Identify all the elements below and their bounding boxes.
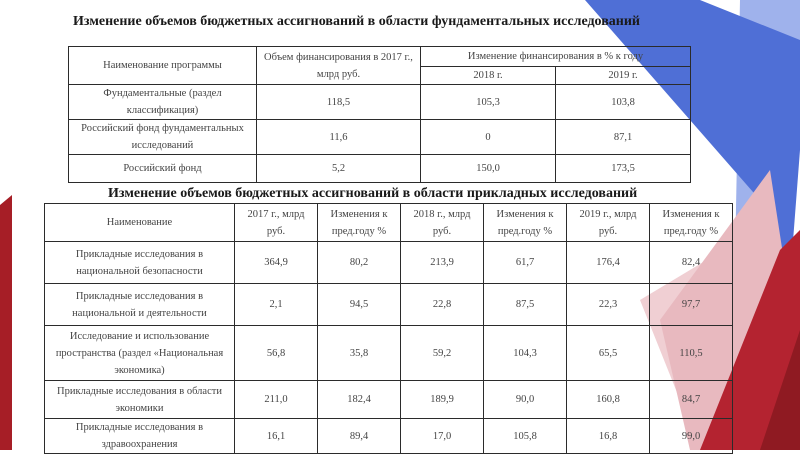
cell-2019-change: 84,7 bbox=[650, 381, 733, 419]
cell-2019-value: 22,3 bbox=[567, 284, 650, 326]
cell-2018-change: 105,8 bbox=[484, 419, 567, 454]
cell-volume: 118,5 bbox=[257, 85, 421, 120]
cell-name: Прикладные исследования в национальной безопасности bbox=[45, 242, 235, 284]
cell-2017-value: 56,8 bbox=[235, 326, 318, 381]
cell-2017-value: 16,1 bbox=[235, 419, 318, 454]
table-row bbox=[69, 85, 691, 120]
cell-2018-value: 17,0 bbox=[401, 419, 484, 454]
header-year-2019: 2019 г. bbox=[556, 67, 691, 85]
cell-2017-change: 80,2 bbox=[318, 242, 401, 284]
cell-2018-value: 59,2 bbox=[401, 326, 484, 381]
header-program-name: Наименование программы bbox=[69, 47, 257, 85]
cell-2018: 0 bbox=[421, 120, 556, 155]
cell-2018-value: 189,9 bbox=[401, 381, 484, 419]
cell-program-name: Российский фонд фундаментальных исследований bbox=[69, 120, 257, 155]
cell-2017-change: 182,4 bbox=[318, 381, 401, 419]
cell-program-name: Российский фонд bbox=[69, 155, 257, 183]
cell-2018-value: 22,8 bbox=[401, 284, 484, 326]
cell-2019-change: 97,7 bbox=[650, 284, 733, 326]
cell-2019-value: 160,8 bbox=[567, 381, 650, 419]
cell-2019-value: 16,8 bbox=[567, 419, 650, 454]
cell-2019-value: 65,5 bbox=[567, 326, 650, 381]
cell-2017-value: 211,0 bbox=[235, 381, 318, 419]
cell-2019-change: 110,5 bbox=[650, 326, 733, 381]
header-2018-value: 2018 г., млрд руб. bbox=[401, 204, 484, 242]
cell-2017-change: 94,5 bbox=[318, 284, 401, 326]
header-volume-2017: Объем финансирования в 2017 г., млрд руб. bbox=[257, 47, 421, 85]
cell-2018-value: 213,9 bbox=[401, 242, 484, 284]
cell-2018-change: 87,5 bbox=[484, 284, 567, 326]
table2-title: Изменение объемов бюджетных ассигнований в области прикладных исследований bbox=[108, 186, 638, 201]
cell-2019-change: 82,4 bbox=[650, 242, 733, 284]
cell-2017-value: 2,1 bbox=[235, 284, 318, 326]
cell-name: Прикладные исследования в здравоохранения bbox=[45, 419, 235, 454]
cell-2018-change: 61,7 bbox=[484, 242, 567, 284]
header-2017-value: 2017 г., млрд руб. bbox=[235, 204, 318, 242]
cell-name: Исследование и использование пространства (раздел «Национальная экономика) bbox=[45, 326, 235, 381]
header-row bbox=[45, 204, 733, 242]
table-row bbox=[45, 242, 733, 284]
table-row bbox=[45, 284, 733, 326]
cell-2019: 103,8 bbox=[556, 85, 691, 120]
table-row bbox=[69, 155, 691, 183]
cell-volume: 11,6 bbox=[257, 120, 421, 155]
header-change-percent: Изменение финансирования в % к году bbox=[421, 47, 691, 67]
header-year-2018: 2018 г. bbox=[421, 67, 556, 85]
cell-2019: 173,5 bbox=[556, 155, 691, 183]
cell-name: Прикладные исследования в национальной и деятельности bbox=[45, 284, 235, 326]
cell-2018-change: 90,0 bbox=[484, 381, 567, 419]
table-row bbox=[45, 381, 733, 419]
cell-name: Прикладные исследования в области экономики bbox=[45, 381, 235, 419]
cell-2018: 105,3 bbox=[421, 85, 556, 120]
cell-2018: 150,0 bbox=[421, 155, 556, 183]
header-2018-change: Изменения к пред.году % bbox=[484, 204, 567, 242]
cell-2017-value: 364,9 bbox=[235, 242, 318, 284]
cell-2017-change: 35,8 bbox=[318, 326, 401, 381]
header-2017-change: Изменения к пред.году % bbox=[318, 204, 401, 242]
table-row bbox=[45, 326, 733, 381]
table-row bbox=[69, 120, 691, 155]
header-2019-change: Изменения к пред.году % bbox=[650, 204, 733, 242]
cell-program-name: Фундаментальные (раздел классификация) bbox=[69, 85, 257, 120]
cell-volume: 5,2 bbox=[257, 155, 421, 183]
cell-2019-value: 176,4 bbox=[567, 242, 650, 284]
cell-2019: 87,1 bbox=[556, 120, 691, 155]
header-2019-value: 2019 г., млрд руб. bbox=[567, 204, 650, 242]
left-red-stripe bbox=[0, 195, 12, 450]
table-row bbox=[45, 419, 733, 454]
cell-2018-change: 104,3 bbox=[484, 326, 567, 381]
header-name: Наименование bbox=[45, 204, 235, 242]
applied-research-table bbox=[44, 203, 733, 454]
cell-2017-change: 89,4 bbox=[318, 419, 401, 454]
cell-2019-change: 99,0 bbox=[650, 419, 733, 454]
fundamental-research-table bbox=[68, 46, 691, 183]
table1-title: Изменение объемов бюджетных ассигнований в области фундаментальных исследований bbox=[73, 14, 640, 29]
